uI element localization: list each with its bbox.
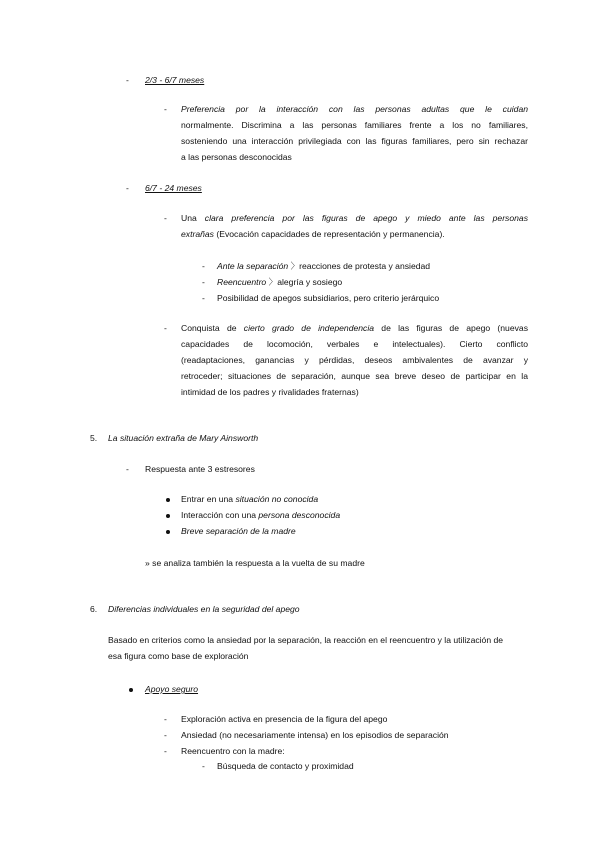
bullet-dot	[166, 514, 170, 518]
dash-bullet: -	[164, 714, 167, 724]
text-run: persona desconocida	[258, 510, 341, 520]
text-run: extrañas	[181, 229, 214, 239]
bullet-dot	[166, 498, 170, 502]
sub-item: Búsqueda de contacto y proximidad	[217, 761, 354, 771]
section-number: 5.	[90, 433, 98, 443]
text-run: de las figuras de apego (nuevas	[374, 323, 528, 333]
paragraph-line: sosteniendo una interacción privilegiada con las figuras familiares, pero sin rechazar	[181, 136, 528, 146]
dash-bullet: -	[164, 323, 167, 333]
list-item: Exploración activa en presencia de la figura del apego	[181, 714, 388, 724]
text-run: Ante la separación	[217, 261, 289, 271]
dash-bullet: -	[202, 761, 205, 771]
paragraph-line	[181, 228, 445, 240]
section-number: 6.	[90, 604, 98, 614]
paragraph-line: Preferencia por la interacción con las personas adultas que le cuidan	[181, 104, 528, 114]
text-run: Una	[181, 213, 205, 223]
list-item	[181, 509, 340, 521]
apoyo-seguro-heading: Apoyo seguro	[145, 684, 199, 694]
sub-item	[217, 260, 430, 272]
paragraph-line: normalmente. Discrimina a las personas familiares frente a los no familiares,	[181, 120, 528, 130]
bullet-dot	[129, 688, 133, 692]
text-run: 〉alegría y sosiego	[266, 277, 343, 287]
list-item: Reencuentro con la madre:	[181, 746, 285, 756]
bullet-dot	[166, 530, 170, 534]
text-run: Breve separación de la madre	[181, 526, 296, 536]
paragraph-line: Basado en criterios como la ansiedad por la separación, la reacción en el reencuentro y la utilización de	[108, 635, 504, 645]
dash-bullet: -	[164, 746, 167, 756]
paragraph-line	[181, 212, 528, 224]
text-run: 〉reacciones de protesta y ansiedad	[288, 261, 431, 271]
dash-bullet: -	[126, 183, 129, 193]
paragraph-line: a las personas desconocidas	[181, 152, 292, 162]
list-item	[181, 525, 296, 537]
heading-2-3-months: 2/3 - 6/7 meses	[145, 75, 205, 85]
dash-bullet: -	[202, 261, 205, 271]
dash-bullet: -	[126, 75, 129, 85]
sub-item	[217, 292, 439, 304]
section-title: La situación extraña de Mary Ainsworth	[108, 433, 259, 443]
text-run: Reencuentro	[217, 277, 267, 287]
text-run: situación no conocida	[235, 494, 319, 504]
sub-item	[217, 276, 342, 288]
list-item: Respuesta ante 3 estresores	[145, 464, 255, 474]
heading-6-24-months: 6/7 - 24 meses	[145, 183, 202, 193]
paragraph-line: intimidad de los padres y rivalidades fraternas)	[181, 387, 359, 397]
list-item	[181, 493, 318, 505]
dash-bullet: -	[202, 293, 205, 303]
list-item: Ansiedad (no necesariamente intensa) en los episodios de separación	[181, 730, 449, 740]
dash-bullet: -	[126, 464, 129, 474]
dash-bullet: -	[164, 730, 167, 740]
paragraph-line: retroceder; situaciones de separación, aunque sea breve deseo de participar en la	[181, 371, 528, 381]
paragraph-line	[181, 322, 528, 334]
paragraph-line: esa figura como base de exploración	[108, 651, 249, 661]
text-run: Posibilidad de apegos subsidiarios, pero criterio jerárquico	[217, 293, 440, 303]
text-run: Conquista de	[181, 323, 244, 333]
dash-bullet: -	[202, 277, 205, 287]
paragraph-line: (readaptaciones, ganancias y pérdidas, deseos ambivalentes de avanzar y	[181, 355, 528, 365]
text-run: (Evocación capacidades de representación y permanencia).	[213, 229, 445, 239]
text-run: cierto grado de independencia	[243, 323, 375, 333]
section-title: Diferencias individuales en la seguridad del apego	[108, 604, 300, 614]
text-run: clara preferencia por las figuras de apego y miedo ante las personas	[204, 213, 528, 223]
dash-bullet: -	[164, 104, 167, 114]
dash-bullet: -	[164, 213, 167, 223]
text-run: Interacción con una	[181, 510, 259, 520]
note-text: » se analiza también la respuesta a la vuelta de su madre	[145, 558, 365, 568]
text-run: Entrar en una	[181, 494, 236, 504]
paragraph-line: capacidades de locomoción, verbales e intelectuales). Cierto conflicto	[181, 339, 528, 349]
